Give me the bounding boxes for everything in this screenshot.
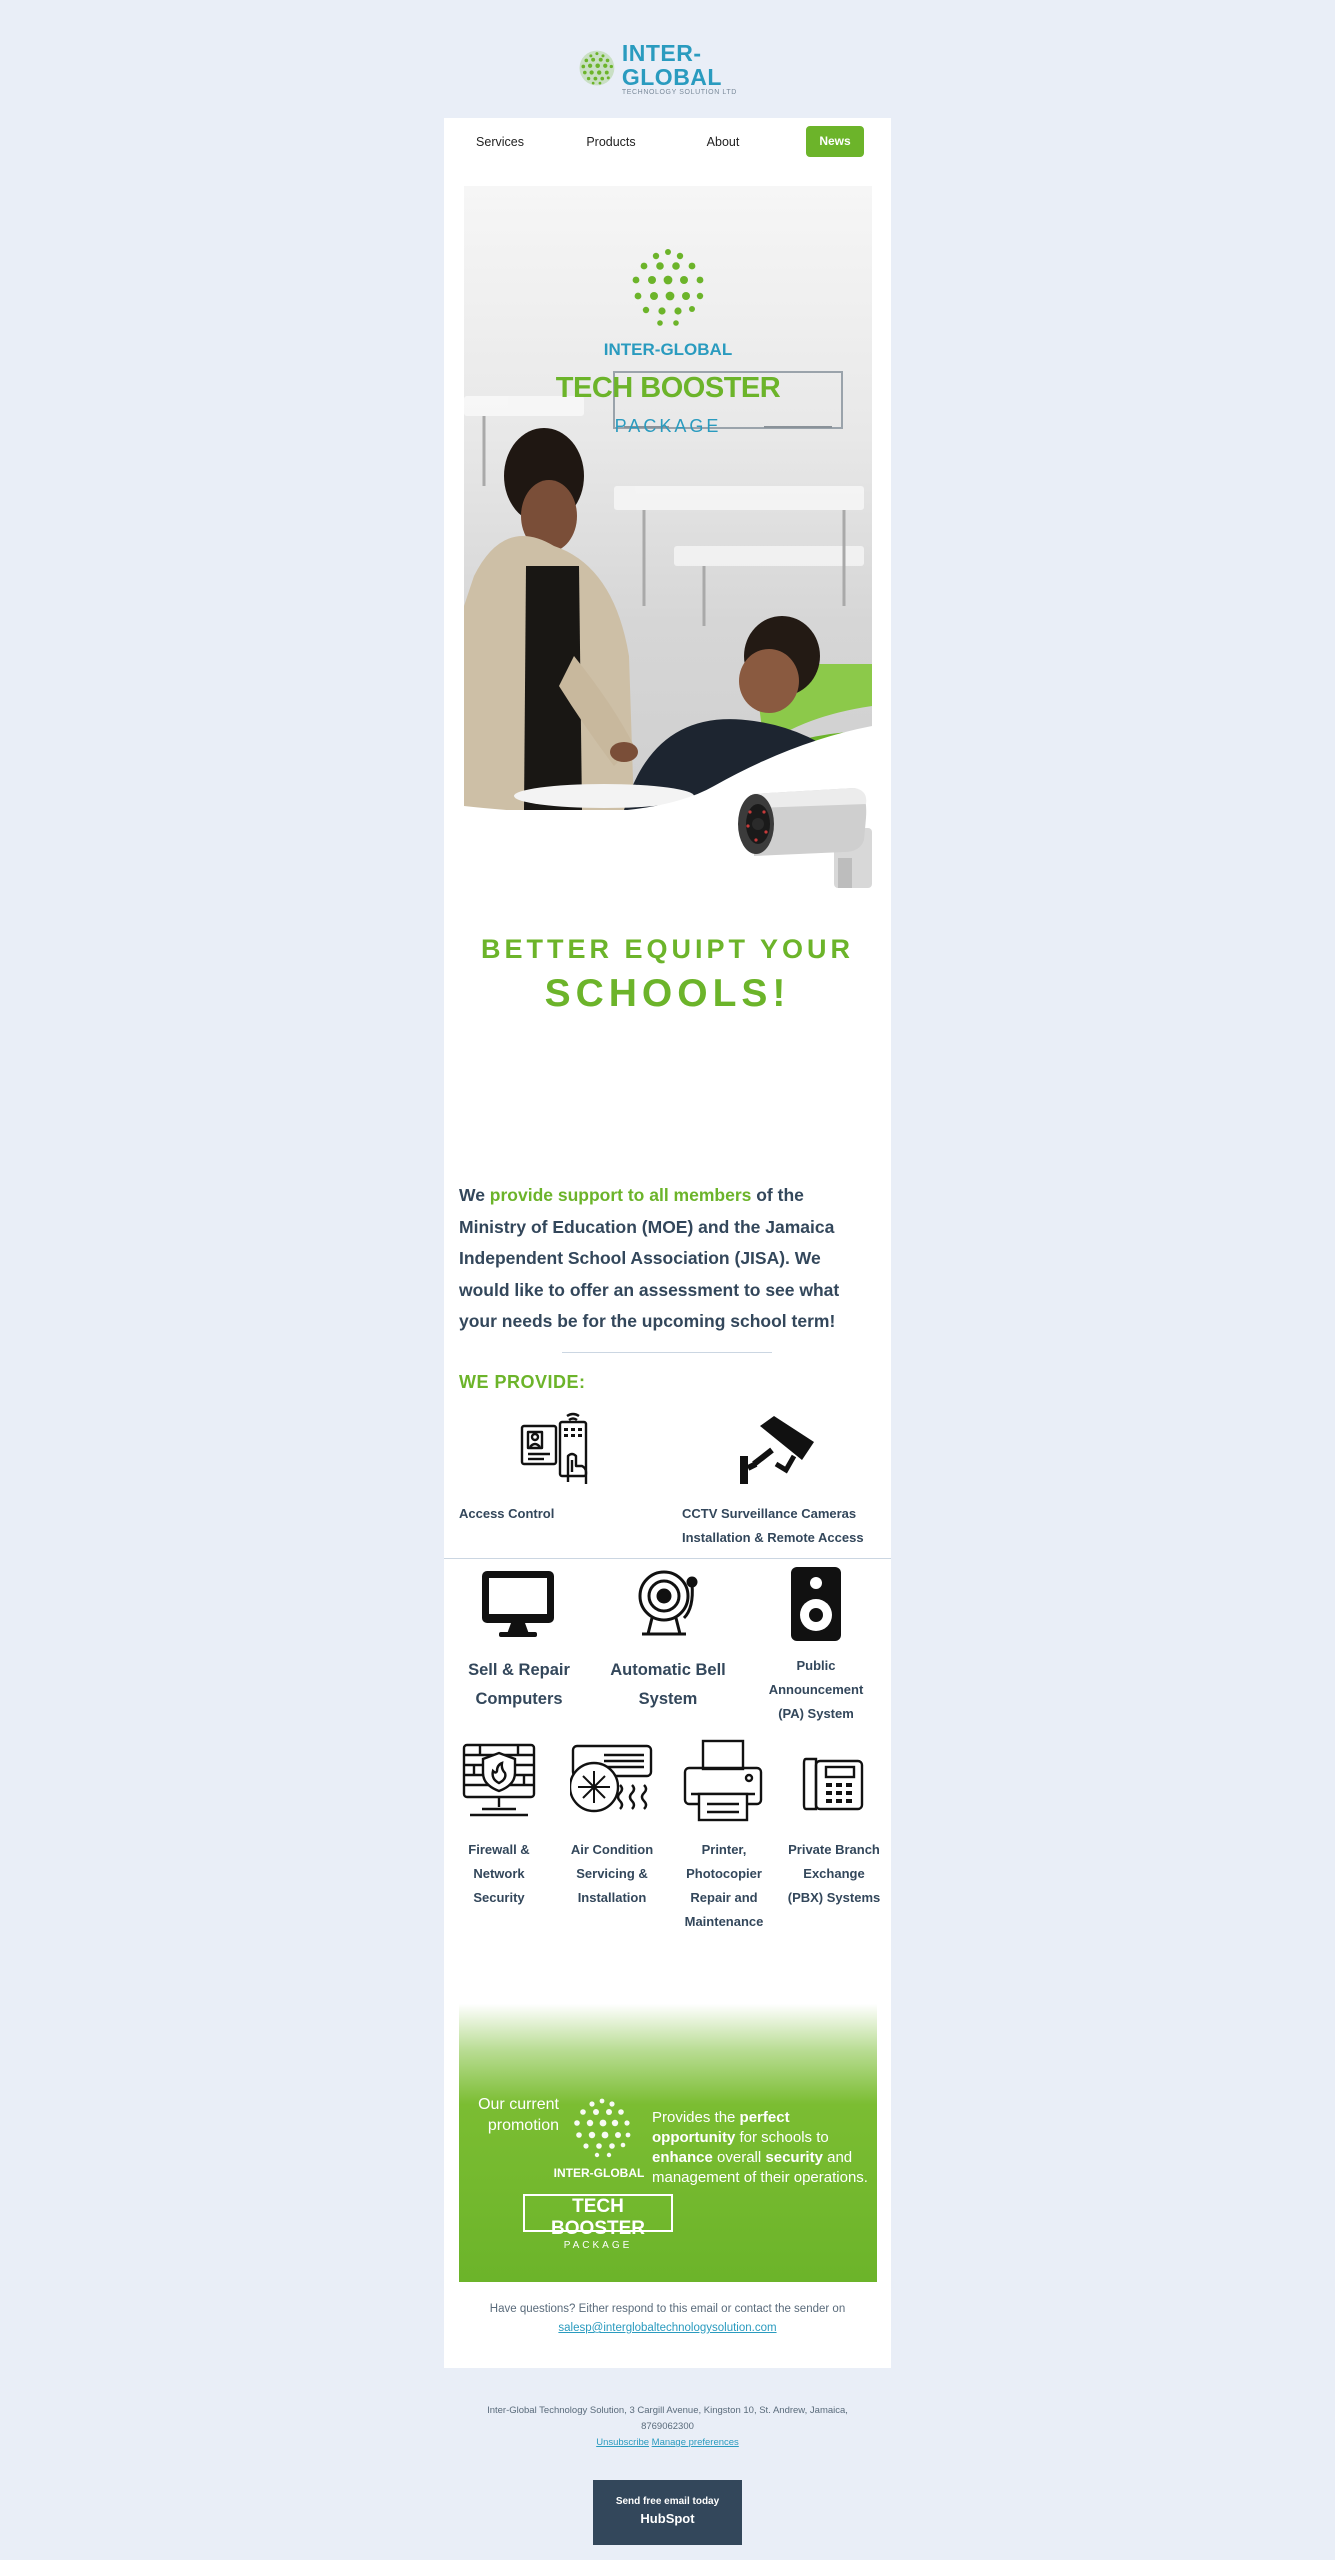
- nav-services-link[interactable]: Services: [476, 135, 524, 149]
- footer-address: [444, 2403, 891, 2451]
- phone-icon: [796, 1752, 872, 1816]
- row-divider: [444, 1558, 891, 1559]
- promo-text-part: enhance: [652, 2149, 713, 2166]
- service-printer-label: Printer, Photocopier Repair and Maintenance: [684, 1842, 764, 1929]
- hubspot-logo: HubSpot: [640, 2511, 695, 2526]
- firewall-icon: [459, 1740, 539, 1820]
- service-cctv-label: CCTV Surveillance Cameras Installation & Remote Access: [682, 1506, 864, 1545]
- hero-banner-image[interactable]: [464, 186, 872, 810]
- air-conditioner-icon: [568, 1740, 656, 1820]
- brand-tagline: TECHNOLOGY SOLUTION LTD: [621, 88, 737, 96]
- nav-about-link[interactable]: About: [706, 135, 740, 149]
- cctv-camera-icon: [734, 1412, 822, 1488]
- access-control-icon: [514, 1412, 594, 1488]
- manage-preferences-link[interactable]: Manage preferences: [651, 2437, 739, 2448]
- hero-package-title: TECH BOOSTER: [555, 372, 781, 404]
- hero-brand-name: INTER-GLOBAL: [603, 340, 733, 359]
- headline-line1: BETTER EQUIPT YOUR: [480, 934, 855, 964]
- service-firewall-label: Firewall & Network Security: [468, 1842, 530, 1905]
- phone-number: 8769062300: [641, 2421, 694, 2432]
- intro-paragraph: [459, 1180, 871, 1338]
- service-pa-label: Public Announcement (PA) System: [768, 1658, 864, 1721]
- promo-globe-icon: [567, 2094, 637, 2164]
- speaker-icon: [776, 1564, 856, 1644]
- intro-highlight: provide support to all members: [489, 1185, 752, 1205]
- unsubscribe-link[interactable]: Unsubscribe: [596, 2437, 650, 2448]
- globe-logo-icon: [578, 43, 616, 93]
- service-air-condition-label: Air Condition Servicing & Installation: [570, 1842, 654, 1905]
- promo-package-box: [523, 2194, 673, 2251]
- service-pbx-label: Private Branch Exchange (PBX) Systems: [787, 1842, 881, 1905]
- promo-right-text: [652, 2108, 872, 2188]
- promo-text-part: overall: [712, 2149, 766, 2166]
- promo-left-text: Our current promotion: [478, 2096, 559, 2134]
- service-computers-label: Sell & Repair Computers: [468, 1661, 570, 1708]
- brand-name: INTER-GLOBAL: [621, 39, 722, 90]
- service-bell-label: Automatic Bell System: [610, 1661, 726, 1708]
- promo-text-part: security: [765, 2149, 823, 2166]
- hero-package-sub: PACKAGE: [614, 416, 722, 436]
- computer-monitor-icon: [478, 1566, 558, 1642]
- section-title: WE PROVIDE:: [459, 1372, 586, 1392]
- promo-text-part: and management of their operations.: [652, 2149, 868, 2186]
- service-access-control-label: Access Control: [459, 1506, 555, 1521]
- header-logo[interactable]: [578, 39, 758, 96]
- hubspot-cta: Send free email today: [615, 2496, 720, 2507]
- promotion-banner[interactable]: [459, 1986, 877, 2282]
- intro-post: of the Ministry of Education (MOE) and the Jamaica Independent School Association (JISA). We would like to offer an assessment to see what your needs be for the upcoming school term!: [459, 1185, 840, 1331]
- address-line: Inter-Global Technology Solution, 3 Cargill Avenue, Kingston 10, St. Andrew, Jamaica,: [487, 2405, 848, 2416]
- section-divider: [562, 1352, 772, 1353]
- printer-icon: [681, 1738, 765, 1824]
- intro-pre: We: [459, 1185, 490, 1205]
- contact-email-link[interactable]: salesp@interglobaltechnologysolution.com: [558, 2322, 777, 2334]
- cctv-camera-image: [734, 778, 872, 904]
- promo-text-part: for schools to: [735, 2129, 829, 2146]
- promo-package-sub: PACKAGE: [563, 2240, 633, 2251]
- questions-line: Have questions? Either respond to this email or contact the sender on: [489, 2303, 846, 2315]
- hero-artwork: [464, 186, 872, 810]
- promo-text-part: perfect opportunity: [652, 2109, 790, 2146]
- headline-line2: SCHOOLS!: [544, 972, 791, 1015]
- nav-news-button[interactable]: News: [806, 126, 864, 157]
- promo-package-title: TECH BOOSTER: [551, 2196, 645, 2239]
- nav-products-link[interactable]: Products: [586, 135, 636, 149]
- promo-brand-name: INTER-GLOBAL: [553, 2166, 645, 2180]
- bell-icon: [628, 1566, 708, 1642]
- promo-text-part: Provides the: [652, 2109, 740, 2126]
- questions-text: [444, 2300, 891, 2338]
- hubspot-badge[interactable]: [593, 2480, 742, 2545]
